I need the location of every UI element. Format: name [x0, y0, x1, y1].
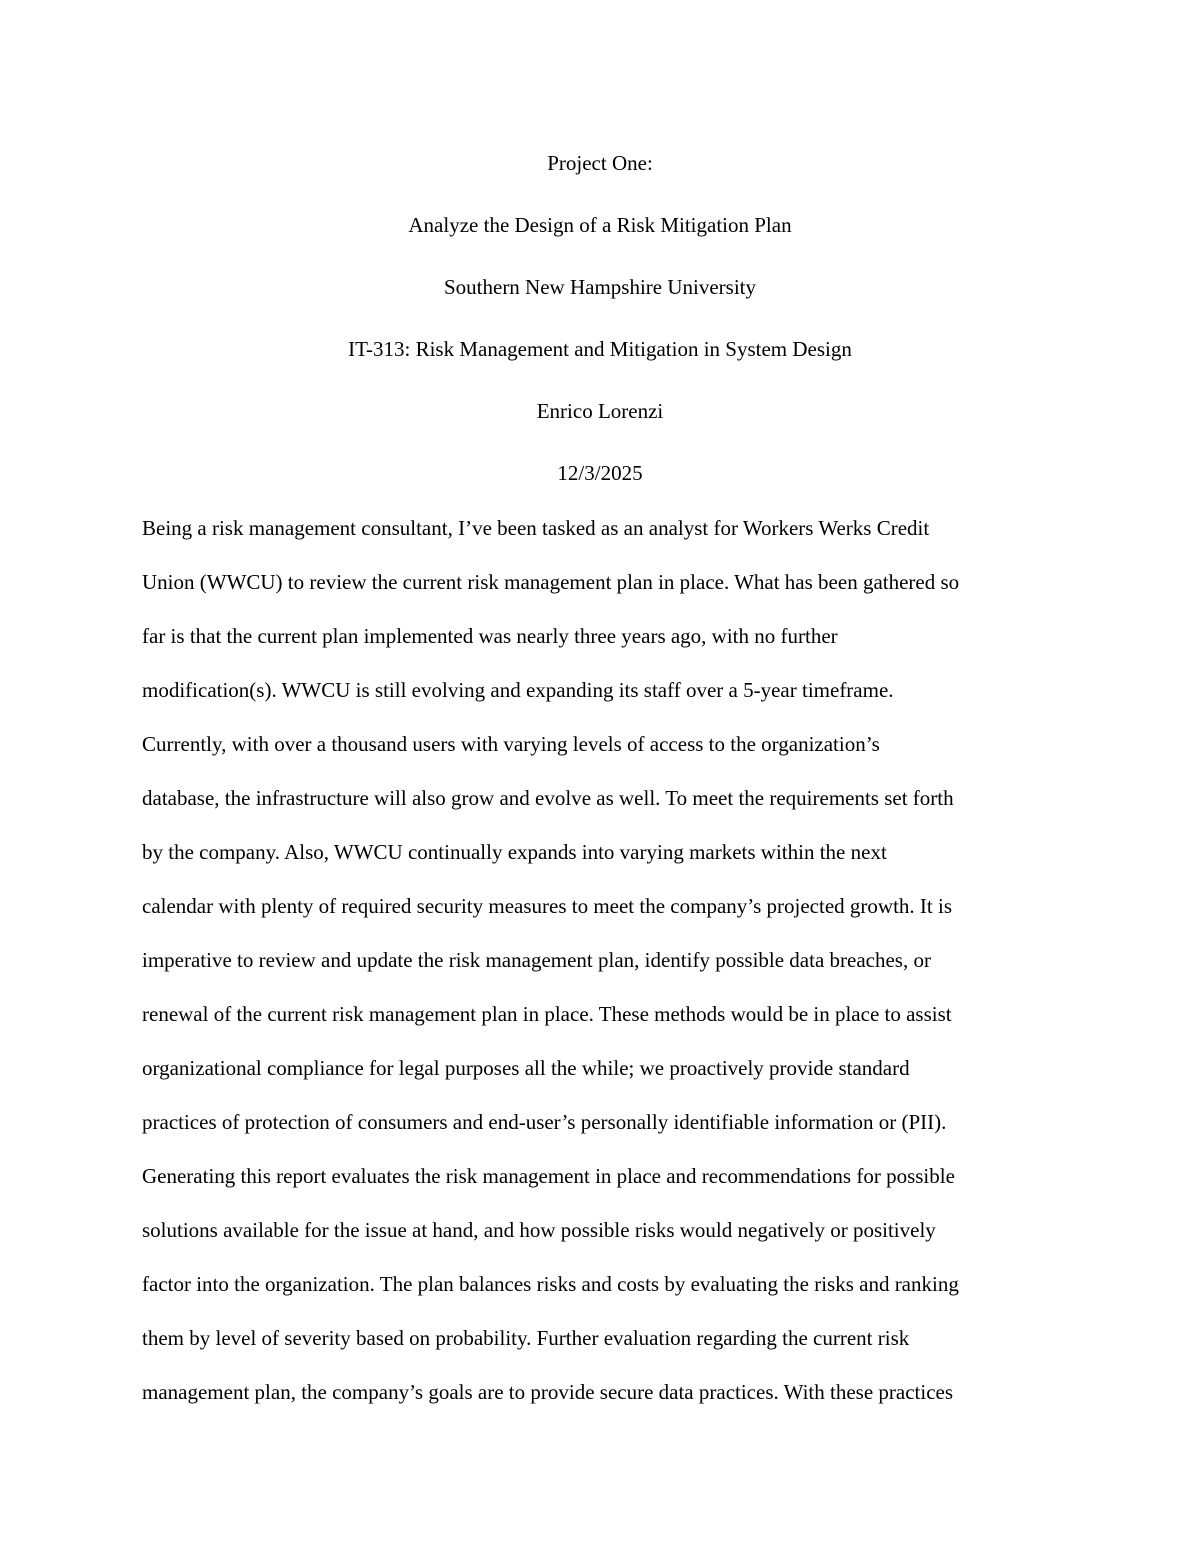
project-title: Project One:	[547, 151, 653, 175]
paragraph-line: solutions available for the issue at hand, and how possible risks would negatively or positively	[142, 1218, 936, 1242]
paragraph-line: management plan, the company’s goals are to provide secure data practices. With these practices	[142, 1380, 954, 1404]
document-date: 12/3/2025	[557, 461, 643, 485]
paragraph-line: calendar with plenty of required security measures to meet the company’s projected growth. It is	[142, 894, 952, 918]
body-paragraph	[142, 501, 1072, 1419]
author-name: Enrico Lorenzi	[536, 399, 664, 423]
paragraph-line: by the company. Also, WWCU continually expands into varying markets within the next	[142, 840, 887, 864]
paragraph-line: Being a risk management consultant, I’ve been tasked as an analyst for Workers Werks Credit	[142, 516, 930, 540]
course-name: IT-313: Risk Management and Mitigation in System Design	[348, 337, 852, 361]
paragraph-line: database, the infrastructure will also grow and evolve as well. To meet the requirements set forth	[142, 786, 954, 810]
paragraph-line: Generating this report evaluates the risk management in place and recommendations for possible	[142, 1164, 955, 1188]
paragraph-line: factor into the organization. The plan balances risks and costs by evaluating the risks and ranking	[142, 1272, 959, 1296]
paragraph-line: modification(s). WWCU is still evolving and expanding its staff over a 5-year timeframe.	[142, 678, 894, 702]
paragraph-line: imperative to review and update the risk management plan, identify possible data breaches, or	[142, 948, 931, 972]
institution-name: Southern New Hampshire University	[443, 275, 757, 299]
title-page-block	[0, 148, 1200, 520]
paragraph-line: them by level of severity based on probability. Further evaluation regarding the current risk	[142, 1326, 910, 1350]
paragraph-line: Currently, with over a thousand users with varying levels of access to the organization’s	[142, 732, 880, 756]
paragraph-line: renewal of the current risk management plan in place. These methods would be in place to assist	[142, 1002, 952, 1026]
paper-title: Analyze the Design of a Risk Mitigation Plan	[408, 213, 792, 237]
paragraph-line: Union (WWCU) to review the current risk management plan in place. What has been gathered so	[142, 570, 960, 594]
paragraph-line: far is that the current plan implemented was nearly three years ago, with no further	[142, 624, 838, 648]
paragraph-line: organizational compliance for legal purposes all the while; we proactively provide standard	[142, 1056, 910, 1080]
paragraph-line: practices of protection of consumers and end-user’s personally identifiable information or (PII).	[142, 1110, 947, 1134]
